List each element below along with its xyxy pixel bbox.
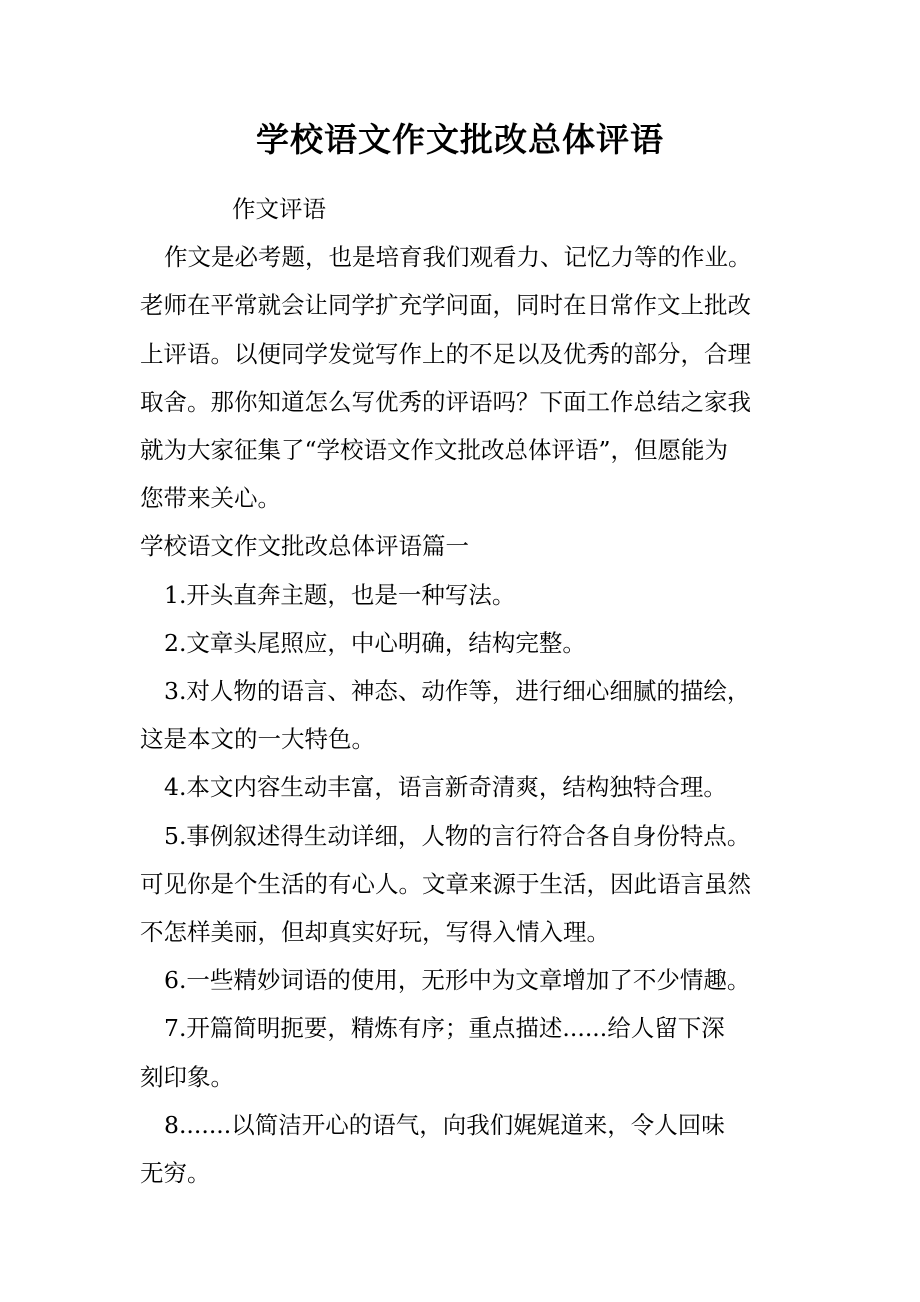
paragraph-line: 5.事例叙述得生动详细，人物的言行符合各自身份特点。 xyxy=(164,821,751,850)
paragraph-line: 您带来关心。 xyxy=(140,484,281,513)
paragraph-line: 3.对人物的语言、神态、动作等，进行细心细腻的描绘， xyxy=(164,677,751,706)
intro-paragraph xyxy=(140,233,800,522)
paragraph-line: 2.文章头尾照应，中心明确，结构完整。 xyxy=(164,628,586,657)
list-item xyxy=(140,956,800,1004)
paragraph-line: 不怎样美丽，但却真实好玩，写得入情入理。 xyxy=(140,918,610,947)
paragraph-line: 8.......以简洁开心的语气，向我们娓娓道来，令人回味 xyxy=(164,1110,725,1139)
list-item xyxy=(140,812,800,957)
paragraph-line: 上评语。以便同学发觉写作上的不足以及优秀的部分，合理 xyxy=(140,339,751,368)
section-heading: 学校语文作文批改总体评语篇一 xyxy=(140,532,469,561)
paragraph-line: 4.本文内容生动丰富，语言新奇清爽，结构独特合理。 xyxy=(164,773,727,802)
paragraph-line: 6.一些精妙词语的使用，无形中为文章增加了不少情趣。 xyxy=(164,966,751,995)
subtitle: 作文评语 xyxy=(232,195,326,223)
page-title: 学校语文作文批改总体评语 xyxy=(256,120,664,159)
paragraph-line: 可见你是个生活的有心人。文章来源于生活，因此语言虽然 xyxy=(140,869,751,898)
list-item xyxy=(140,1101,800,1197)
paragraph-line: 刻印象。 xyxy=(140,1062,234,1091)
paragraph-line: 作文是必考题，也是培育我们观看力、记忆力等的作业。 xyxy=(164,243,752,272)
paragraph-line: 无穷。 xyxy=(140,1159,211,1188)
list-item xyxy=(140,667,800,763)
list-item xyxy=(140,571,800,619)
paragraph-line: 就为大家征集了“学校语文作文批改总体评语”，但愿能为 xyxy=(140,436,729,465)
document-body xyxy=(140,185,800,1197)
paragraph-line: 这是本文的一大特色。 xyxy=(140,725,375,754)
paragraph-line: 取舍。那你知道怎么写优秀的评语吗？下面工作总结之家我 xyxy=(140,387,751,416)
paragraph-line: 老师在平常就会让同学扩充学问面，同时在日常作文上批改 xyxy=(140,291,751,320)
paragraph-line: 1.开头直奔主题，也是一种写法。 xyxy=(164,580,516,609)
list-item xyxy=(140,1004,800,1100)
list-item xyxy=(140,619,800,667)
paragraph-line: 7.开篇简明扼要，精炼有序；重点描述......给人留下深 xyxy=(164,1014,725,1043)
list-item xyxy=(140,763,800,811)
